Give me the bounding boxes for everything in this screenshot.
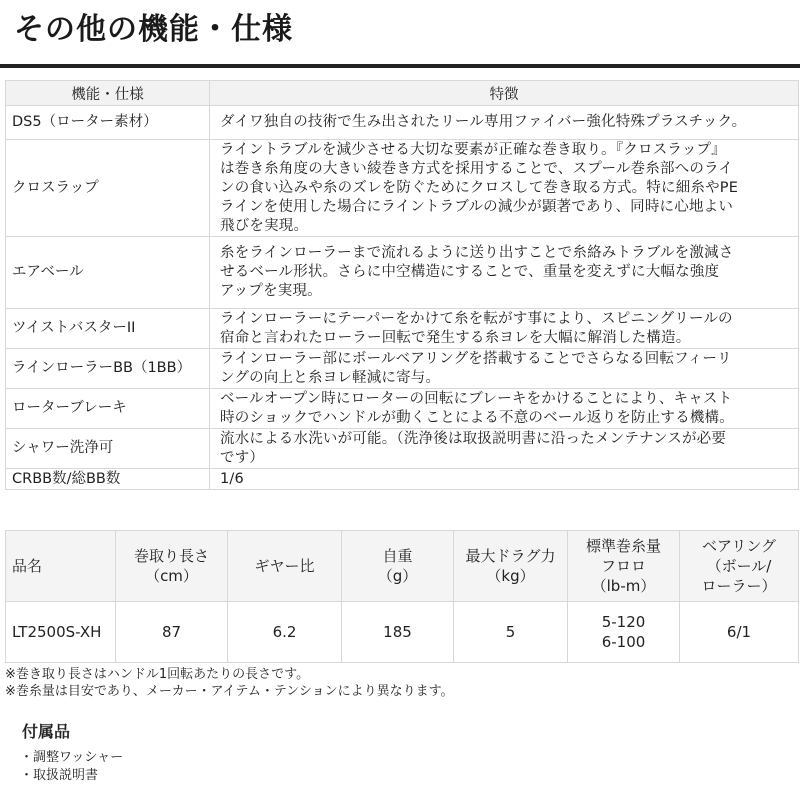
feature-row [6,106,799,140]
accessory-item: ・調整ワッシャー [20,750,124,765]
page-title: その他の機能・仕様 [14,12,293,47]
spec-header-line: 品名 [12,557,43,575]
feature-table [5,80,799,490]
feature-row [6,309,799,349]
spec-cell [6,602,116,663]
feature-description-line: ンの食い込みや糸のズレを防ぐためにクロスして巻き取る方式。特に細糸やPE [220,179,739,196]
spec-column-header [454,531,568,602]
feature-description [210,349,799,389]
spec-header-line: 巻取り長さ [133,547,209,565]
feature-description-line: 糸をラインローラーまで流れるように送り出すことで糸絡みトラブルを激減さ [220,245,734,261]
feature-name: エアベール [6,237,210,309]
feature-description-line: 飛びを実現。 [220,217,309,234]
feature-description-line: は巻き糸角度の大きい綾巻き方式を採用することで、スプール巻糸部へのライ [220,160,734,177]
spec-cell-line: 6/1 [726,623,752,641]
feature-description-line: ラインを使用した場合にライントラブルの減少が顕著であり、同時に心地よい [220,198,734,215]
spec-header-line: ギヤー比 [254,557,315,575]
spec-cell-line: 87 [161,623,182,641]
feature-description-line: ラインローラーにテーパーをかけて糸を転がす事により、スピニングリールの [220,310,733,327]
spec-column-header [568,531,680,602]
feature-description-line: ングの向上と糸ヨレ軽減に寄与。 [220,369,441,386]
feature-name: DS5（ローター素材） [6,106,210,140]
feature-row [6,429,799,469]
accessories-list [20,749,123,785]
spec-header-line: 自重 [382,547,413,565]
feature-description-line: アップを実現。 [220,283,322,299]
spec-table-header [6,531,799,602]
spec-cell [116,602,228,663]
feature-row [6,349,799,389]
spec-column-header [116,531,228,602]
title-divider [0,64,800,68]
feature-description-line: です） [220,449,265,466]
spec-cell [342,602,454,663]
spec-column-header [6,531,116,602]
spec-cell [568,602,680,663]
spec-column-header [342,531,454,602]
spec-cell-line: 5-120 [601,613,646,631]
feature-description-line: ラインローラー部にボールベアリングを搭載することでさらなる回転フィーリ [220,350,732,367]
feature-row [6,469,799,490]
footnote: ※巻糸量は目安であり、メーカー・アイテム・テンションにより異なります。 [5,684,454,699]
spec-header-line: （kg） [486,567,535,585]
spec-cell-line: LT2500S-XH [12,623,102,641]
spec-header-line: 標準巻糸量 [585,537,661,555]
feature-description [210,140,799,237]
spec-cell-line: 6.2 [272,623,297,641]
footnotes [5,666,454,700]
feature-description [210,106,799,140]
feature-name-header: 機能・仕様 [6,81,210,106]
feature-row [6,389,799,429]
spec-cell-line: 185 [383,623,412,641]
spec-cell [228,602,342,663]
feature-name: ラインローラーBB（1BB） [6,349,210,389]
footnote: ※巻き取り長さはハンドル1回転あたりの長さです。 [5,667,310,682]
feature-description [210,429,799,469]
spec-header-line: 最大ドラグ力 [465,547,556,565]
feature-description-line: 時のショックでハンドルが動くことによる不意のベール返りを防止する機構。 [220,409,734,426]
spec-header-line: （g） [377,567,418,585]
feature-description-line: せるベール形状。さらに中空構造にすることで、重量を変えずに大幅な強度 [220,264,720,280]
spec-table [5,530,799,663]
feature-description-line: ダイワ独自の技術で生み出されたリール専用ファイバー強化特殊プラスチック。 [220,114,747,130]
spec-cell-line: 6-100 [601,633,646,651]
feature-name: CRBB数/総BB数 [6,469,210,490]
feature-description [210,237,799,309]
feature-name: ローターブレーキ [6,389,210,429]
spec-header-line: （ボール/ [706,557,772,575]
feature-description-line: 1/6 [220,470,244,487]
spec-column-header [680,531,799,602]
accessory-item: ・取扱説明書 [20,768,99,783]
feature-desc-header: 特徴 [210,81,799,106]
spec-column-header [228,531,342,602]
spec-header-line: ベアリング [701,537,777,555]
feature-description-line: ベールオープン時にローターの回転にブレーキをかけることにより、キャスト [220,390,733,407]
spec-cell [454,602,568,663]
spec-header-line: （cm） [145,567,198,585]
spec-header-line: フロロ [600,557,646,575]
feature-table-header [6,81,799,106]
spec-header-line: ローラー） [701,577,777,595]
accessories-title: 付属品 [22,722,71,741]
feature-description-line: 流水による水洗いが可能。（洗浄後は取扱説明書に沿ったメンテナンスが必要 [220,430,727,447]
feature-row [6,237,799,309]
feature-description [210,389,799,429]
spec-table-row [6,602,799,663]
feature-description-line: ライントラブルを減少させる大切な要素が正確な巻き取り。『クロスラップ』 [220,141,726,158]
feature-description [210,309,799,349]
spec-cell [680,602,799,663]
feature-description-line: 宿命と言われたローラー回転で発生する糸ヨレを大幅に解消した構造。 [220,329,691,346]
spec-cell-line: 5 [505,623,516,641]
feature-name: ツイストバスターII [6,309,210,349]
feature-name: シャワー洗浄可 [6,429,210,469]
feature-description [210,469,799,490]
feature-row [6,140,799,237]
feature-name: クロスラップ [6,140,210,237]
spec-header-line: （lb-m） [591,577,656,595]
